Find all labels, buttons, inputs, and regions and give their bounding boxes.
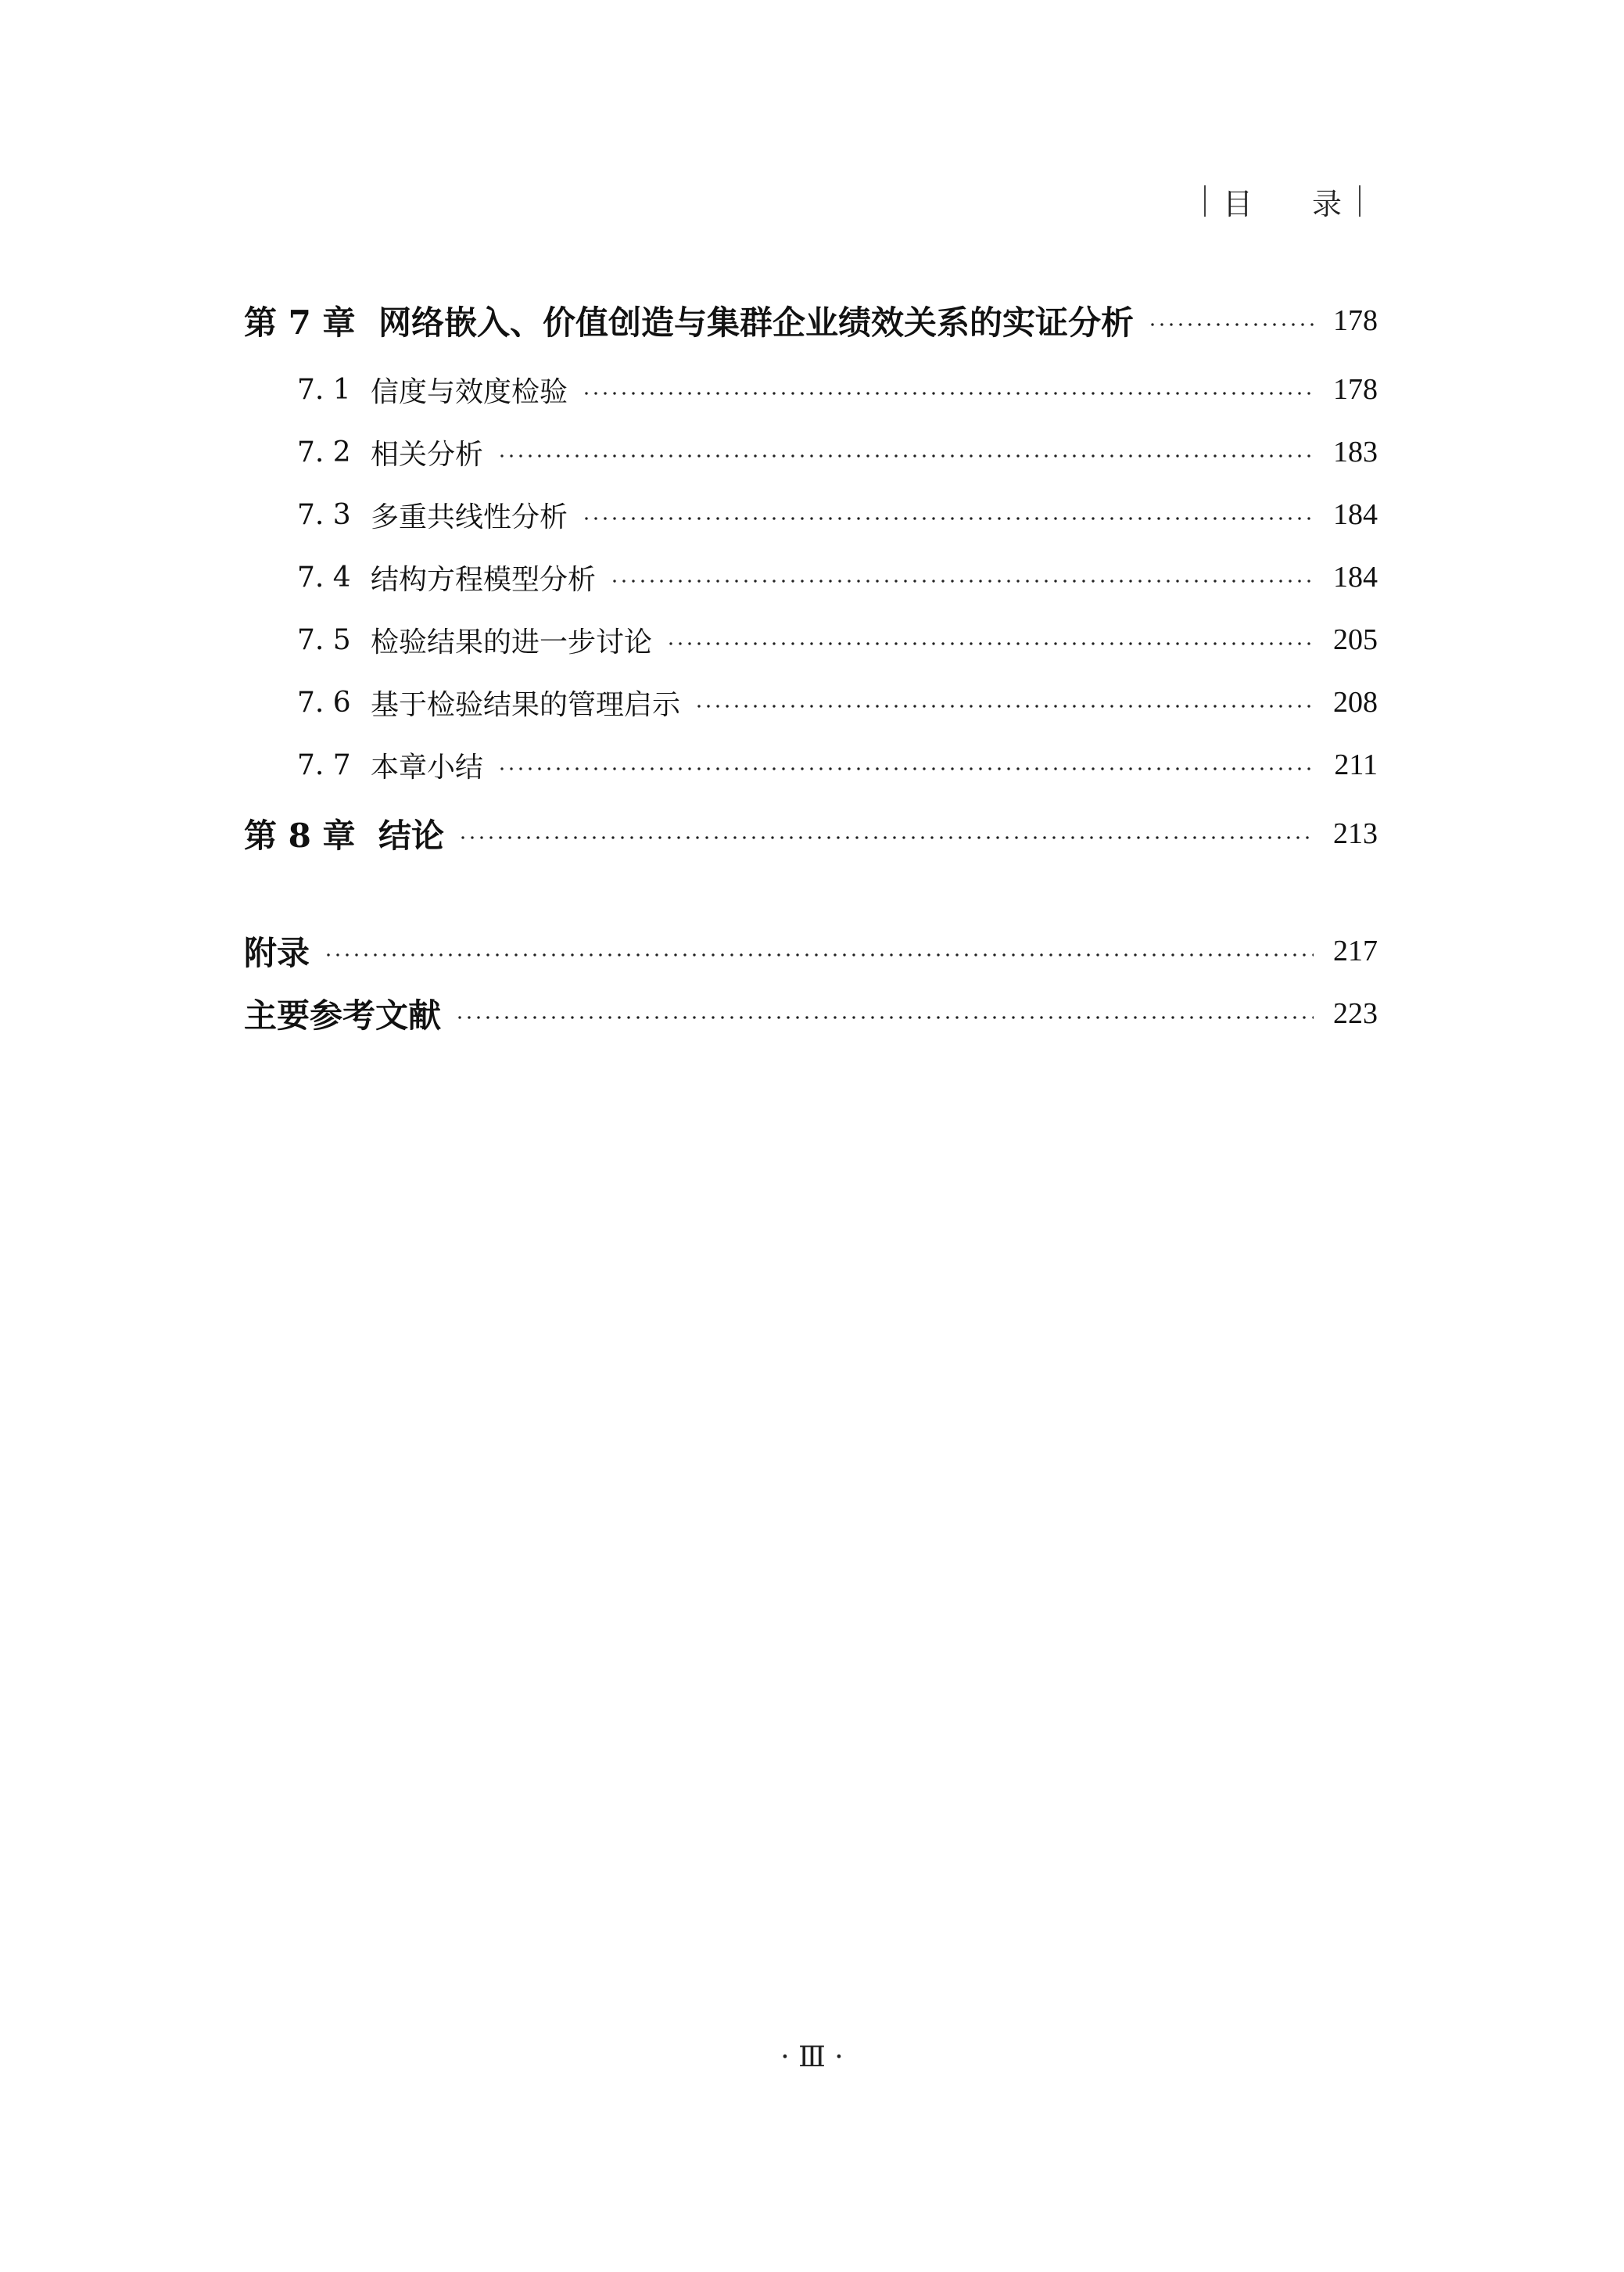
toc-entry-chapter-8[interactable]	[244, 810, 1378, 857]
toc-entry-number: 7. 2	[297, 436, 351, 468]
toc-entry-title: 结构方程模型分析	[371, 563, 597, 596]
dot-leader	[455, 1015, 1314, 1020]
dot-leader	[458, 835, 1314, 840]
toc-entry-number: 7. 6	[297, 686, 351, 719]
toc-entry-page: 205	[1333, 623, 1378, 656]
toc-entry-page: 178	[1333, 373, 1378, 406]
toc-entry-number: 7. 4	[297, 561, 351, 594]
dot-leader	[497, 454, 1314, 458]
dot-leader	[694, 704, 1314, 709]
dot-leader	[610, 579, 1314, 583]
toc-entry-number: 7. 1	[297, 373, 351, 406]
toc-entry-number: 7. 5	[297, 623, 351, 656]
toc-entry-title: 基于检验结果的管理启示	[371, 688, 681, 721]
toc-entry-title: 多重共线性分析	[371, 501, 568, 533]
running-head	[1204, 178, 1361, 224]
toc-entry-page: 178	[1333, 304, 1378, 337]
toc-entry-number: 7. 3	[297, 498, 351, 531]
toc-entry-section-7-4[interactable]	[244, 555, 1378, 599]
dot-leader	[582, 516, 1314, 521]
toc-entry-page: 213	[1333, 817, 1378, 850]
toc-entry-page: 183	[1333, 436, 1378, 468]
running-head-right-rule	[1359, 185, 1361, 217]
running-head-text	[1206, 180, 1359, 223]
toc-entry-title: 附录	[244, 934, 310, 972]
toc-entry-page: 211	[1334, 748, 1378, 781]
toc-entry-page: 223	[1333, 997, 1378, 1030]
running-head-right-char: 录	[1311, 186, 1342, 221]
toc-entry-title: 主要参考文献	[244, 996, 442, 1035]
toc-entry-section-7-2[interactable]	[244, 430, 1378, 474]
dot-leader	[497, 766, 1314, 771]
toc-entry-number: 第 8 章	[244, 817, 356, 855]
dot-leader	[582, 391, 1314, 396]
toc-entry-section-7-1[interactable]	[244, 368, 1378, 411]
page-folio: · Ⅲ ·	[780, 2041, 844, 2073]
toc-entry-title: 结论	[378, 817, 445, 855]
toc-entry-appendix[interactable]	[244, 928, 1378, 974]
dot-leader	[666, 641, 1314, 646]
toc-entry-page: 217	[1333, 935, 1378, 967]
toc-entry-title: 信度与效度检验	[371, 375, 568, 408]
toc-entry-number: 7. 7	[297, 748, 351, 781]
toc-entry-page: 184	[1333, 561, 1378, 594]
dot-leader	[324, 953, 1314, 957]
running-head-left-char: 目	[1223, 186, 1253, 221]
toc-entry-page: 184	[1333, 498, 1378, 531]
toc-entry-title: 网络嵌入、价值创造与集群企业绩效关系的实证分析	[378, 303, 1135, 342]
toc-entry-section-7-3[interactable]	[244, 493, 1378, 537]
toc-entry-number: 第 7 章	[244, 303, 356, 342]
toc-entry-section-7-7[interactable]	[244, 743, 1378, 787]
toc-entry-page: 208	[1333, 686, 1378, 719]
toc-entry-title: 相关分析	[371, 438, 484, 471]
toc-entry-title: 本章小结	[371, 751, 484, 784]
toc-entry-title: 检验结果的进一步讨论	[371, 626, 653, 659]
toc-entry-references[interactable]	[244, 990, 1378, 1037]
toc-entry-chapter-7[interactable]	[244, 297, 1378, 344]
toc-entry-section-7-5[interactable]	[244, 618, 1378, 662]
toc-entry-section-7-6[interactable]	[244, 680, 1378, 724]
dot-leader	[1148, 322, 1314, 327]
